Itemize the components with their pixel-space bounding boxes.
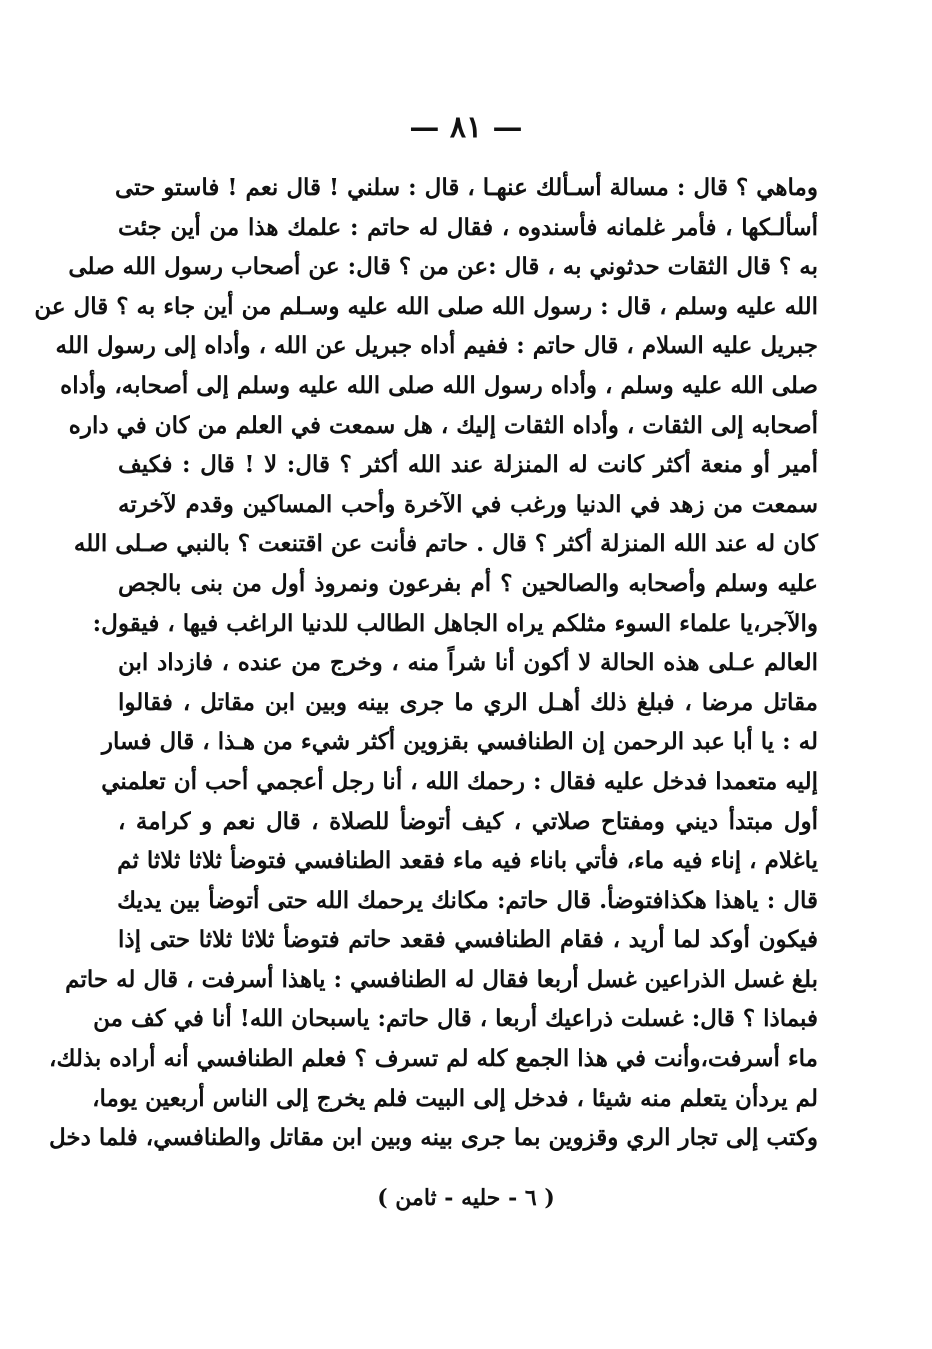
text-line: أول مبتدأ ديني ومفتاح صلاتي ، كيف أتوضأ للصلاة ، قال نعم و كرامة ، (118, 807, 818, 835)
text-line: العالم عـلى هذه الحالة لا أكون أنا شراً منه ، وخرج من عنده ، فازداد ابن (118, 649, 818, 677)
text-line: الله عليه وسلم ، قال : رسول الله صلى الله عليه وسـلم من أين جاء به ؟ قال عن (34, 292, 818, 320)
text-line: أسألـكها ، فأمر غلمانه فأسندوه ، فقال له حاتم : علمك هذا من أين جئت (118, 213, 818, 241)
footer-signature: ( ٦ - حليه - ثامن ) (377, 1185, 555, 1211)
text-line: عليه وسلم وأصحابه والصالحين ؟ أم بفرعون ونمروذ أول من بنى بالجص (118, 569, 818, 597)
text-line: مقاتل مرضا ، فبلغ ذلك أهـل الري ما جرى بينه وبين ابن مقاتل ، فقالوا (118, 688, 818, 716)
text-line: كان له عند الله المنزلة أكثر ؟ قال . حاتم فأنت عن اقتنعت ؟ بالنبي صـلى الله (73, 530, 818, 558)
page-number: — ٨١ — (409, 110, 523, 145)
text-line: صلى الله عليه وسلم ، وأداه رسول الله صلى الله عليه وسلم إلى أصحابه، وأداه (60, 371, 818, 399)
text-line: وكتب إلى تجار الري وقزوين بما جرى بينه وبين ابن مقاتل والطنافسي، فلما دخل (49, 1124, 818, 1152)
text-line: إليه متعمدا فدخل عليه فقال : رحمك الله ، أنا رجل أعجمي أحب أن تعلمني (101, 767, 818, 795)
text-line: أمير أو منعة أكثر كانت له المنزلة عند الله أكثر ؟ قال: لا ! قال : فكيف (118, 451, 818, 479)
text-line: فبماذا ؟ قال: غسلت ذراعيك أربعا ، قال حاتم: ياسبحان الله! أنا في كف من (93, 1005, 818, 1033)
text-line: سمعت من زهد في الدنيا ورغب في الآخرة وأحب المساكين وقدم لآخرته (118, 490, 818, 518)
text-line: لم يردأن يتعلم منه شيئا ، فدخل إلى البيت فلم يخرج إلى الناس أربعين يوما، (92, 1084, 818, 1112)
text-line: وماهي ؟ قال : مسالة أسـألك عنهـا ، قال : سلني ! قال نعم ! فاستو حتى (114, 174, 818, 201)
text-line: به ؟ قال الثقات حدثوني به ، قال :عن من ؟ قال: عن أصحاب رسول الله صلى (68, 253, 818, 281)
body-text (34, 168, 818, 1158)
text-line: أصحابه إلى الثقات ، وأداه الثقات إليك ، هل سمعت في العلم من كان في داره (68, 411, 818, 439)
text-line: والآجر،يا علماء السوء مثلكم يراه الجاهل الطالب للدنيا الراغب فيها ، فيقول: (92, 609, 818, 637)
text-line: قال : ياهذا هكذافتوضأ. قال حاتم: مكانك يرحمك الله حتى أتوضأ بين يديك (117, 886, 818, 914)
text-line: ماء أسرفت،وأنت في هذا الجمع كله لم تسرف ؟ فعلم الطنافسي أنه أراده بذلك، (49, 1045, 818, 1073)
text-line: ياغلام ، إناء فيه ماء، فأتي باناء فيه ماء فقعد الطنافسي فتوضأ ثلاثا ثلاثا ثم (117, 847, 818, 875)
text-line: بلغ غسل الذراعين غسل أربعا فقال له الطنافسي : ياهذا أسرفت ، قال له حاتم (65, 965, 818, 993)
text-line: له : يا أبا عبد الرحمن إن الطنافسي بقزوين أكثر شيء من هـذا ، قال فسار (101, 728, 818, 756)
text-line: فيكون أوكد لما أريد ، فقام الطنافسي فقعد حاتم فتوضأ ثلاثا ثلاثا حتى إذا (118, 926, 818, 954)
text-line: جبريل عليه السلام ، قال حاتم : ففيم أداه جبريل عن الله ، وأداه إلى رسول الله (55, 332, 818, 360)
